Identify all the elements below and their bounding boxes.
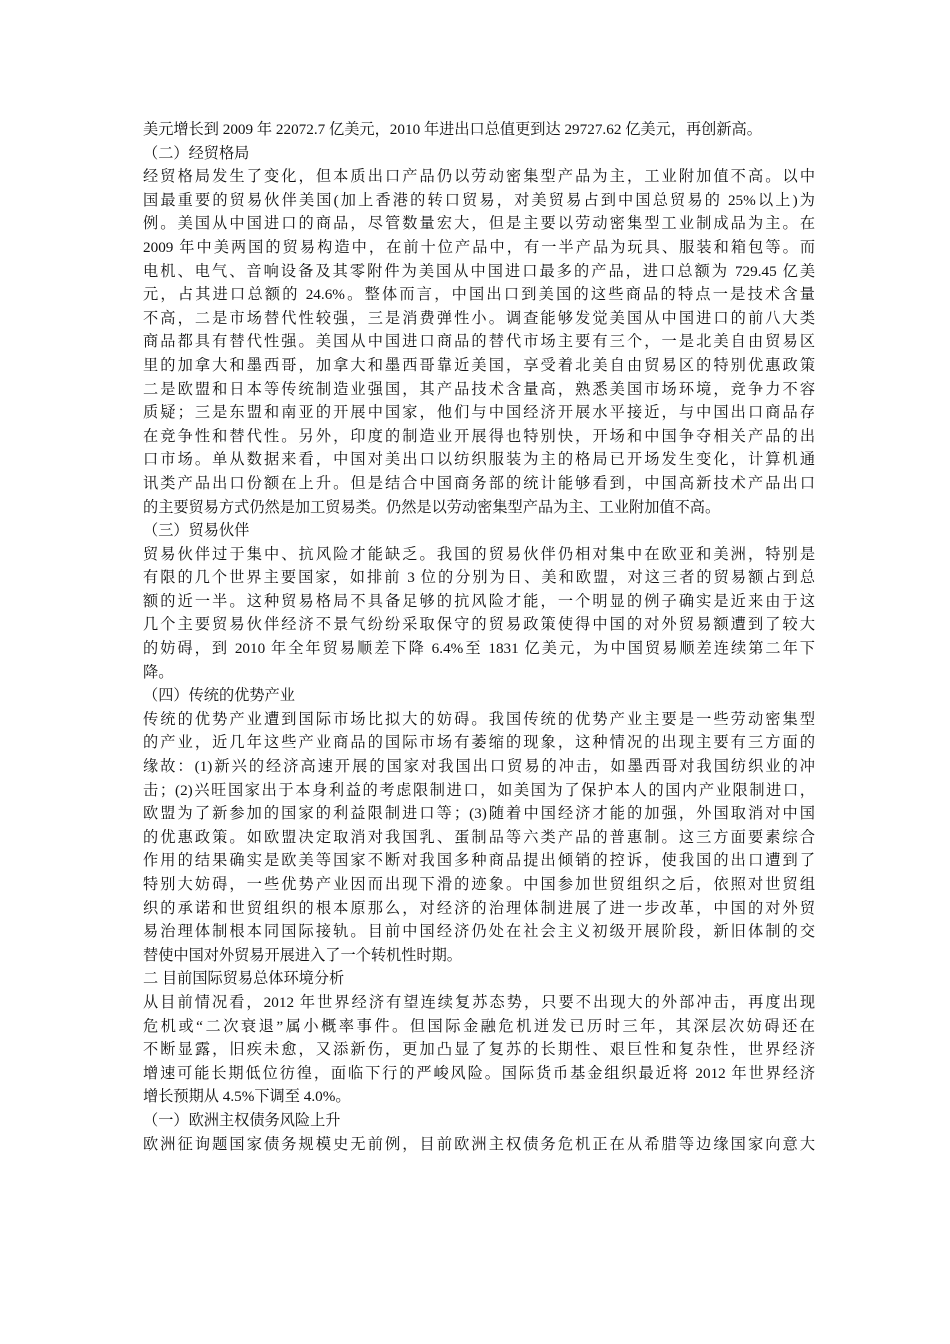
text-line: 讯类产品出口份额在上升。但是结合中国商务部的统计能够看到，中国高新技术产品出口 <box>143 474 815 492</box>
text-line: 织的承诺和世贸组织的根本原那么，对经济的治理体制进展了进一步改革，中国的对外贸 <box>143 899 815 917</box>
text-line: 商品都具有替代性强。美国从中国进口商品的替代市场主要有三个，一是北美自由贸易区 <box>143 333 815 351</box>
text-line: 经贸格局发生了变化，但本质出口产品仍以劳动密集型产品为主，工业附加值不高。以中 <box>143 168 815 186</box>
text-line: 二 目前国际贸易总体环境分析 <box>143 970 345 988</box>
text-line: 元，占其进口总额的 24.6%。整体而言，中国出口到美国的这些商品的特点一是技术含量 <box>143 286 815 304</box>
text-line: 增长预期从 4.5%下调至 4.0%。 <box>143 1088 351 1106</box>
text-line: 的优惠政策。如欧盟决定取消对我国乳、蛋制品等六类产品的普惠制。这三方面要素综合 <box>143 828 815 846</box>
text-line: 二是欧盟和日本等传统制造业强国，其产品技术含量高，熟悉美国市场环境，竞争力不容 <box>143 380 815 398</box>
text-line: 缘故：(1)新兴的经济高速开展的国家对我国出口贸易的冲击，如墨西哥对我国纺织业的冲 <box>143 758 815 776</box>
text-line: 电机、电气、音响设备及其零附件为美国从中国进口最多的产品，进口总额为 729.45 亿美 <box>143 262 815 280</box>
text-line: 2009 年中美两国的贸易构造中，在前十位产品中，有一半产品为玩具、服装和箱包等。而 <box>143 238 815 256</box>
text-line: 里的加拿大和墨西哥，加拿大和墨西哥靠近美国，享受着北美自由贸易区的特别优惠政策 <box>143 356 815 374</box>
text-line: 特别大妨碍，一些优势产业因而出现下滑的迹象。中国参加世贸组织之后，依照对世贸组 <box>143 876 815 893</box>
text-line: 的主要贸易方式仍然是加工贸易类。仍然是以劳动密集型产品为主、工业附加值不高。 <box>143 498 721 516</box>
text-line: 国最重要的贸易伙伴美国(加上香港的转口贸易，对美贸易占到中国总贸易的 25%以上)为 <box>143 191 815 209</box>
text-line: 额的近一半。这种贸易格局不具备足够的抗风险才能，一个明显的例子确实是近来由于这 <box>143 592 815 610</box>
text-line: （四）传统的优势产业 <box>143 687 295 705</box>
text-line: （一）欧洲主权债务风险上升 <box>143 1111 341 1129</box>
text-line: 在竞争性和替代性。另外，印度的制造业开展得也特别快，开场和中国争夺相关产品的出 <box>143 427 815 445</box>
text-line: 有限的几个世界主要国家，如排前 3 位的分别为日、美和欧盟，对这三者的贸易额占到总 <box>143 569 815 587</box>
text-line: 欧盟为了新参加的国家的利益限制进口等；(3)随着中国经济才能的加强，外国取消对中国 <box>143 805 815 823</box>
text-line: 替使中国对外贸易开展进入了一个转机性时期。 <box>143 946 462 964</box>
text-line: 传统的优势产业遭到国际市场比拟大的妨碍。我国传统的优势产业主要是一些劳动密集型 <box>143 710 815 728</box>
text-line: 口市场。单从数据来看，中国对美出口以纺织服装为主的格局已开场发生变化，计算机通 <box>143 451 815 469</box>
text-line: 增速可能长期低位彷徨，面临下行的严峻风险。国际货币基金组织最近将 2012 年世界经济 <box>143 1064 815 1082</box>
text-line: 例。美国从中国进口的商品，尽管数量宏大，但是主要以劳动密集型工业制成品为主。在 <box>143 215 815 233</box>
text-line: 降。 <box>143 663 174 681</box>
text-line: （三）贸易伙伴 <box>143 522 250 540</box>
text-line: （二）经贸格局 <box>143 144 250 162</box>
text-line: 美元增长到 2009 年 22072.7 亿美元，2010 年进出口总值更到达 29727.62 亿美元，再创新高。 <box>143 121 762 138</box>
text-line: 不断显露，旧疾未愈，又添新伤，更加凸显了复苏的长期性、艰巨性和复杂性，世界经济 <box>143 1041 815 1059</box>
text-line: 易治理体制根本同国际接轨。目前中国经济仍处在社会主义初级开展阶段，新旧体制的交 <box>143 923 815 941</box>
text-line: 作用的结果确实是欧美等国家不断对我国多种商品提出倾销的控诉，使我国的出口遭到了 <box>143 852 815 870</box>
text-line: 质疑；三是东盟和南亚的开展中国家，他们与中国经济开展水平接近，与中国出口商品存 <box>143 404 815 422</box>
text-line: 从目前情况看，2012 年世界经济有望连续复苏态势，只要不出现大的外部冲击，再度出现 <box>143 993 815 1011</box>
text-line: 危机或“二次衰退”属小概率事件。但国际金融危机迸发已历时三年，其深层次妨碍还在 <box>143 1017 815 1035</box>
text-line: 几个主要贸易伙伴经济不景气纷纷采取保守的贸易政策使得中国的对外贸易额遭到了较大 <box>143 616 815 634</box>
text-line: 欧洲征询题国家债务规模史无前例，目前欧洲主权债务危机正在从希腊等边缘国家向意大 <box>143 1135 815 1153</box>
document-page <box>143 118 815 1156</box>
text-line: 不高，二是市场替代性较强，三是消费弹性小。调查能够发觉美国从中国进口的前八大类 <box>143 309 815 327</box>
text-line: 贸易伙伴过于集中、抗风险才能缺乏。我国的贸易伙伴仍相对集中在欧亚和美洲，特别是 <box>143 545 815 563</box>
text-line: 的产业，近几年这些产业商品的国际市场有萎缩的现象，这种情况的出现主要有三方面的 <box>143 734 815 752</box>
text-line: 击；(2)兴旺国家出于本身利益的考虑限制进口，如美国为了保护本人的国内产业限制进口， <box>143 781 815 799</box>
text-line: 的妨碍，到 2010 年全年贸易顺差下降 6.4%至 1831 亿美元，为中国贸易顺差连续第二年下 <box>143 640 815 658</box>
